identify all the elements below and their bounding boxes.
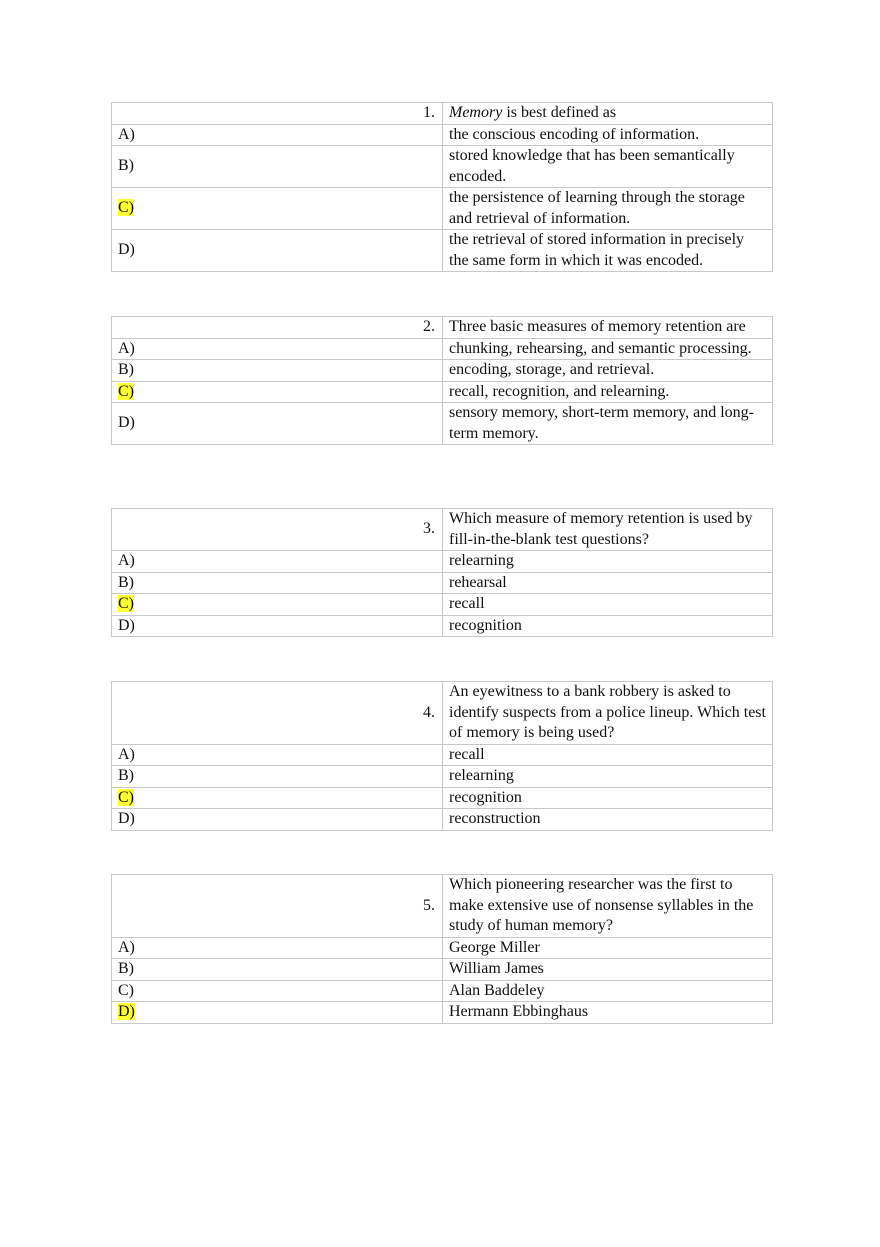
choice-label xyxy=(112,403,443,445)
choice-label xyxy=(112,809,443,831)
question-row xyxy=(112,875,773,938)
choice-row xyxy=(112,403,773,445)
choice-text: encoding, storage, and retrieval. xyxy=(443,360,773,382)
question-table-3 xyxy=(111,508,773,637)
choice-label xyxy=(112,551,443,573)
choice-row xyxy=(112,338,773,360)
choice-row xyxy=(112,551,773,573)
choice-label xyxy=(112,594,443,616)
choice-label xyxy=(112,615,443,637)
choice-letter: A) xyxy=(118,938,135,956)
choice-letter-highlighted: D) xyxy=(118,1003,135,1020)
choice-row xyxy=(112,230,773,272)
choice-row xyxy=(112,809,773,831)
question-row xyxy=(112,317,773,339)
question-table-2 xyxy=(111,316,773,445)
choice-letter: B) xyxy=(118,960,134,977)
choice-text: sensory memory, short-term memory, and long-term memory. xyxy=(443,403,773,445)
choice-label xyxy=(112,572,443,594)
question-table-1 xyxy=(111,102,773,272)
question-stem-rest: is best defined as xyxy=(502,104,617,121)
question-stem-emphasis: Memory xyxy=(449,104,503,121)
choice-text: the conscious encoding of information. xyxy=(443,124,773,146)
question-stem: Which pioneering researcher was the first to make extensive use of nonsense syllables in the study of human memory? xyxy=(443,875,773,938)
choice-row xyxy=(112,615,773,637)
question-number: 3. xyxy=(112,509,443,551)
question-table-5 xyxy=(111,874,773,1024)
choice-letter: D) xyxy=(118,616,135,634)
choice-row xyxy=(112,381,773,403)
question-number: 5. xyxy=(112,875,443,938)
choice-letter: C) xyxy=(118,981,134,999)
choice-text: recognition xyxy=(443,615,773,637)
choice-letter: A) xyxy=(118,339,135,357)
choice-row xyxy=(112,766,773,788)
choice-row xyxy=(112,146,773,188)
choice-row xyxy=(112,594,773,616)
choice-letter: A) xyxy=(118,125,135,143)
question-table-4 xyxy=(111,681,773,831)
choice-text: the retrieval of stored information in precisely the same form in which it was encoded. xyxy=(443,230,773,272)
choice-text: relearning xyxy=(443,766,773,788)
choice-row xyxy=(112,937,773,959)
choice-letter: D) xyxy=(118,414,135,432)
choice-label xyxy=(112,744,443,766)
choice-text: relearning xyxy=(443,551,773,573)
choice-letter-highlighted: C) xyxy=(118,199,134,217)
choice-label xyxy=(112,146,443,188)
choice-label xyxy=(112,338,443,360)
question-number: 2. xyxy=(112,317,443,339)
choice-text: Hermann Ebbinghaus xyxy=(443,1002,773,1024)
choice-letter: B) xyxy=(118,157,134,175)
choice-letter: B) xyxy=(118,361,134,378)
choice-row xyxy=(112,787,773,809)
question-stem xyxy=(443,103,773,125)
question-stem: An eyewitness to a bank robbery is asked to identify suspects from a police lineup. Which test of memory is being used? xyxy=(443,682,773,745)
choice-label xyxy=(112,381,443,403)
choice-label xyxy=(112,766,443,788)
choice-letter: A) xyxy=(118,552,135,569)
choice-label xyxy=(112,360,443,382)
choice-text: recall xyxy=(443,594,773,616)
choice-row xyxy=(112,1002,773,1024)
choice-text: reconstruction xyxy=(443,809,773,831)
choice-label xyxy=(112,959,443,981)
choice-text: recall xyxy=(443,744,773,766)
choice-text: chunking, rehearsing, and semantic processing. xyxy=(443,338,773,360)
choice-label xyxy=(112,188,443,230)
choice-text: the persistence of learning through the storage and retrieval of information. xyxy=(443,188,773,230)
choice-text: recall, recognition, and relearning. xyxy=(443,381,773,403)
choice-letter-highlighted: C) xyxy=(118,595,134,612)
question-row xyxy=(112,509,773,551)
choice-label xyxy=(112,1002,443,1024)
choice-text: George Miller xyxy=(443,937,773,959)
choice-label xyxy=(112,980,443,1002)
choice-row xyxy=(112,360,773,382)
question-stem: Three basic measures of memory retention are xyxy=(443,317,773,339)
choice-label xyxy=(112,787,443,809)
choice-letter-highlighted: C) xyxy=(118,788,134,806)
choice-text: stored knowledge that has been semantically encoded. xyxy=(443,146,773,188)
choice-text: Alan Baddeley xyxy=(443,980,773,1002)
question-number: 4. xyxy=(112,682,443,745)
choice-letter: B) xyxy=(118,767,134,784)
choice-letter: B) xyxy=(118,573,134,591)
choice-row xyxy=(112,959,773,981)
question-row xyxy=(112,682,773,745)
choice-text: rehearsal xyxy=(443,572,773,594)
choice-letter: A) xyxy=(118,745,135,763)
choice-label xyxy=(112,124,443,146)
choice-row xyxy=(112,980,773,1002)
question-number: 1. xyxy=(112,103,443,125)
choice-row xyxy=(112,188,773,230)
choice-row xyxy=(112,744,773,766)
question-row xyxy=(112,103,773,125)
choice-row xyxy=(112,572,773,594)
choice-letter-highlighted: C) xyxy=(118,382,134,400)
choice-letter: D) xyxy=(118,810,135,827)
choice-text: William James xyxy=(443,959,773,981)
question-stem: Which measure of memory retention is used by fill-in-the-blank test questions? xyxy=(443,509,773,551)
choice-row xyxy=(112,124,773,146)
choice-letter: D) xyxy=(118,241,135,259)
choice-label xyxy=(112,937,443,959)
choice-text: recognition xyxy=(443,787,773,809)
choice-label xyxy=(112,230,443,272)
